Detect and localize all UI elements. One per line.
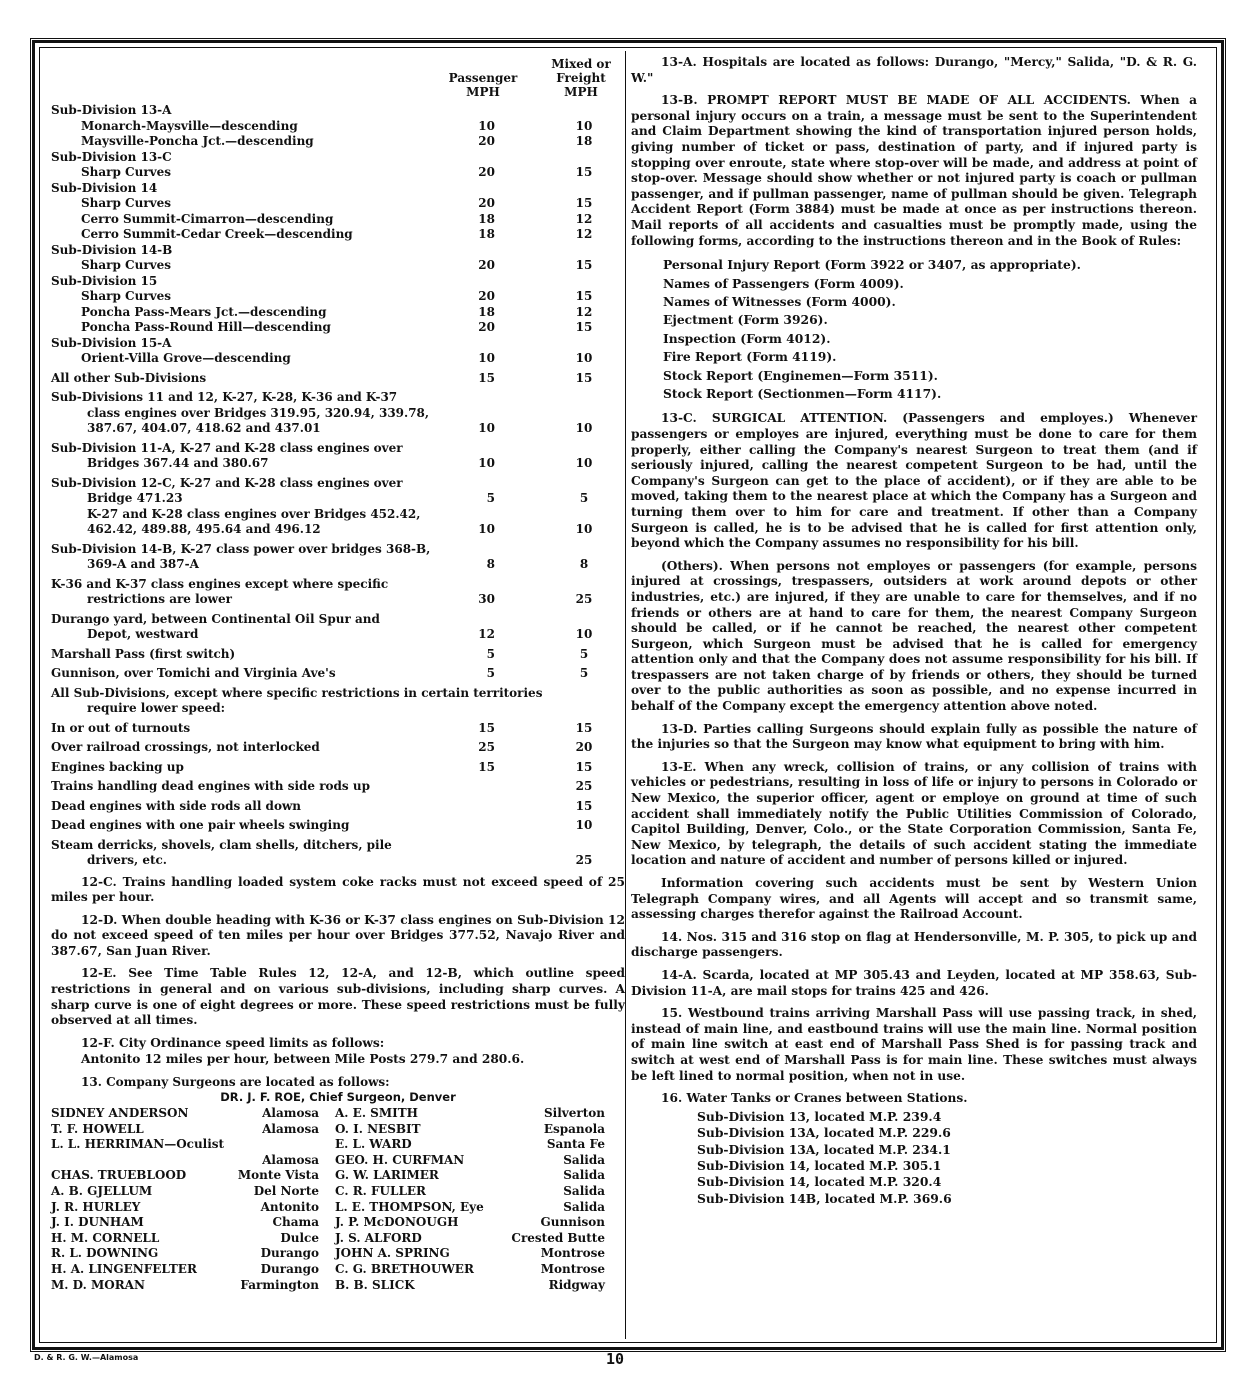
freight-mph: 8 bbox=[579, 557, 589, 571]
surgeon-row bbox=[51, 1215, 625, 1231]
paragraph bbox=[631, 722, 1197, 753]
freight-mph: 5 bbox=[579, 646, 589, 661]
speed-row-label: Dead engines with side rods all down bbox=[51, 798, 302, 813]
passenger-mph: 10 bbox=[478, 456, 495, 470]
speed-row bbox=[51, 542, 625, 558]
paragraph-text: Hospitals are located as follows: Durango, "Mercy," Salida, "D. & R. G. W." bbox=[631, 55, 1197, 85]
speed-row-label: class engines over Bridges 319.95, 320.94, 339.78, bbox=[87, 405, 430, 420]
paragraph-text: City Ordinance speed limits as follows: bbox=[118, 1035, 385, 1050]
form-item: Fire Report (Form 4119). bbox=[663, 349, 837, 365]
paragraph-number: 12-E. bbox=[81, 966, 129, 981]
freight-mph: 15 bbox=[575, 759, 593, 774]
surgeon-town: Dulce bbox=[280, 1230, 319, 1245]
speed-row bbox=[51, 181, 625, 197]
speed-row bbox=[51, 243, 625, 259]
paragraph bbox=[631, 411, 1197, 551]
surgeon-name: H. A. LINGENFELTER bbox=[51, 1261, 197, 1276]
freight-mph: 10 bbox=[575, 456, 593, 470]
paragraph-number: 13-D. bbox=[661, 721, 704, 736]
passenger-mph: 5 bbox=[486, 646, 495, 661]
right-paragraphs-2 bbox=[631, 411, 1197, 1084]
passenger-mph: 18 bbox=[478, 211, 495, 226]
surgeon-town: Farmington bbox=[240, 1277, 319, 1292]
freight-mph: 10 bbox=[575, 421, 593, 435]
paragraph-text: (Others). When persons not employes or passengers (for example, persons injured at crossings, trespassers, outsiders at work around depots or other industries, etc.) are injured, if they are unable to care for themselves, and if no friends or others are at hand to care for them, the nearest Company Surgeon should be called, or if he cannot be reached, the nearest other competent Surgeon, which Surgeon must be advised that he is called for emergency attention only and that the Company does not assume responsibility for his bill. If trespassers are not taken charge of by friends or others, they should be turned over to the public authorities as soon as possible, and no expense incurred in behalf of the Company except the emergency attention above noted. bbox=[631, 558, 1197, 714]
passenger-mph: 20 bbox=[478, 134, 495, 148]
speed-row-label: Sub-Division 15 bbox=[51, 273, 158, 288]
speed-row bbox=[51, 421, 625, 437]
paragraph bbox=[51, 875, 625, 906]
right-column bbox=[631, 55, 1197, 1207]
speed-row bbox=[51, 647, 625, 663]
water-item: Sub-Division 14B, located M.P. 369.6 bbox=[697, 1190, 952, 1206]
surgeon-name: J. P. McDONOUGH bbox=[335, 1215, 459, 1230]
surgeon-town: Durango bbox=[260, 1246, 319, 1261]
speed-row bbox=[51, 491, 625, 507]
surgeon-name: J. S. ALFORD bbox=[335, 1230, 422, 1245]
speed-row-label: Cerro Summit-Cedar Creek—descending bbox=[81, 227, 353, 241]
speed-row bbox=[51, 165, 625, 181]
speed-row-label: Trains handling dead engines with side rods up bbox=[51, 779, 370, 793]
paragraph-text: Information covering such accidents must be sent by Western Union Telegraph Company wires, and all Agents will accept and so transmit same, assessing charges therefor against the Railroad Account. bbox=[631, 876, 1197, 922]
paragraph bbox=[631, 1006, 1197, 1084]
paragraph bbox=[631, 876, 1197, 923]
freight-mph: 25 bbox=[575, 853, 593, 867]
speed-table bbox=[51, 103, 625, 869]
freight-mph: 5 bbox=[579, 491, 589, 505]
speed-row bbox=[51, 274, 625, 290]
paragraph bbox=[51, 1036, 625, 1052]
speed-row bbox=[51, 507, 625, 523]
footer-railroad: D. & R. G. W.—Alamosa bbox=[34, 1353, 139, 1362]
surgeon-town: Santa Fe bbox=[546, 1137, 605, 1152]
passenger-mph: 10 bbox=[478, 118, 495, 133]
form-item: Personal Injury Report (Form 3922 or 3407, as appropriate). bbox=[663, 257, 1081, 273]
freight-mph: 15 bbox=[575, 165, 593, 179]
speed-row-label: Sub-Division 14-B bbox=[51, 242, 173, 257]
passenger-mph: 25 bbox=[478, 740, 495, 754]
freight-mph: 25 bbox=[575, 592, 593, 606]
speed-row-label: Sub-Division 15-A bbox=[51, 335, 172, 350]
passenger-mph: 20 bbox=[478, 258, 495, 272]
antonito-line: Antonito 12 miles per hour, between Mile Posts 279.7 and 280.6. bbox=[81, 1052, 525, 1067]
freight-mph: 10 bbox=[575, 818, 593, 832]
water-item: Sub-Division 14, located M.P. 305.1 bbox=[697, 1157, 942, 1173]
speed-row-label: Sub-Division 11-A, K-27 and K-28 class engines over bbox=[51, 440, 403, 455]
speed-row-label: Over railroad crossings, not interlocked bbox=[51, 740, 320, 754]
surgeon-row bbox=[51, 1106, 625, 1122]
speed-row bbox=[51, 666, 625, 682]
speed-row-label: Engines backing up bbox=[51, 759, 184, 774]
paragraph-number: 14. bbox=[661, 929, 687, 944]
surgeon-row bbox=[51, 1122, 625, 1138]
speed-row-label: Bridge 471.23 bbox=[87, 491, 183, 505]
paragraph bbox=[51, 966, 625, 1028]
freight-mph: 12 bbox=[575, 304, 593, 319]
surgeon-name: G. W. LARIMER bbox=[335, 1168, 439, 1183]
speed-row-label: All other Sub-Divisions bbox=[51, 370, 207, 385]
freight-mph: 15 bbox=[575, 320, 593, 334]
speed-row bbox=[51, 456, 625, 472]
water-item: Sub-Division 14, located M.P. 320.4 bbox=[697, 1174, 942, 1190]
paragraph-text: Scarda, located at MP 305.43 and Leyden, located at MP 358.63, Sub-Division 11-A, are mail stops for trains 425 and 426. bbox=[631, 967, 1197, 998]
paragraph bbox=[51, 913, 625, 960]
surgeon-name: M. D. MORAN bbox=[51, 1277, 145, 1292]
left-column bbox=[51, 55, 625, 1293]
surgeon-town: Salida bbox=[563, 1184, 605, 1198]
surgeon-town: Monte Vista bbox=[237, 1168, 319, 1183]
speed-row bbox=[51, 721, 625, 737]
left-paragraphs bbox=[51, 875, 625, 1052]
speed-row-label: Sharp Curves bbox=[81, 258, 172, 272]
freight-mph: 10 bbox=[575, 522, 593, 536]
paragraph-number: 14-A. bbox=[661, 967, 703, 982]
paragraph-text: When double heading with K-36 or K-37 class engines on Sub-Division 12 do not exceed speed of ten miles per hour over Bridges 377.52, Navajo River and 387.67, San Juan River. bbox=[51, 912, 625, 958]
passenger-mph: 30 bbox=[478, 592, 495, 606]
speed-row bbox=[51, 740, 625, 756]
passenger-mph: 20 bbox=[478, 196, 495, 210]
surgeon-name: JOHN A. SPRING bbox=[335, 1246, 450, 1261]
speed-row-label: Dead engines with one pair wheels swinging bbox=[51, 818, 350, 832]
paragraph-text: See Time Table Rules 12, 12-A, and 12-B, which outline speed restrictions in general and on various sub-divisions, including sharp curves. A sharp curve is one of eight degrees or more. These speed restrictions must be fully observed at all times. bbox=[51, 966, 625, 1028]
surgeon-row bbox=[51, 1278, 625, 1294]
surgeon-name: C. G. BRETHOUWER bbox=[335, 1261, 474, 1276]
surgeon-name: T. F. HOWELL bbox=[51, 1121, 144, 1136]
speed-row bbox=[51, 818, 625, 834]
water-num: 16. bbox=[661, 1091, 683, 1106]
speed-row bbox=[51, 134, 625, 150]
surgeon-town: Alamosa bbox=[262, 1106, 319, 1121]
speed-row-label: Sub-Division 14-B, K-27 class power over bridges 368-B, bbox=[51, 541, 431, 556]
speed-row bbox=[51, 701, 625, 717]
freight-mph: 15 bbox=[575, 258, 593, 272]
form-item: Ejectment (Form 3926). bbox=[663, 312, 828, 328]
surgeon-town: Salida bbox=[563, 1152, 605, 1167]
paragraph bbox=[631, 968, 1197, 999]
paragraph-number: 12-D. bbox=[81, 912, 122, 927]
passenger-mph: 18 bbox=[478, 227, 495, 241]
speed-row bbox=[51, 196, 625, 212]
speed-row bbox=[51, 227, 625, 243]
paragraph-text: Trains handling loaded system coke racks must not exceed speed of 25 miles per hour. bbox=[51, 874, 625, 905]
paragraph bbox=[631, 559, 1197, 715]
surgeon-town: Del Norte bbox=[253, 1184, 319, 1198]
passenger-mph: 10 bbox=[478, 522, 495, 536]
surgeon-name: R. L. DOWNING bbox=[51, 1246, 159, 1261]
passenger-mph: 10 bbox=[478, 351, 495, 365]
speed-row bbox=[51, 406, 625, 422]
surgeon-town: Salida bbox=[563, 1199, 605, 1214]
speed-row bbox=[51, 577, 625, 593]
water-title: Water Tanks or Cranes between Stations. bbox=[686, 1091, 968, 1106]
speed-row-label: In or out of turnouts bbox=[51, 720, 191, 735]
form-item: Names of Witnesses (Form 4000). bbox=[663, 293, 896, 309]
speed-row-label: 462.42, 489.88, 495.64 and 496.12 bbox=[87, 522, 321, 536]
passenger-mph: 15 bbox=[478, 759, 495, 774]
speed-row-label: Sub-Division 12-C, K-27 and K-28 class engines over bbox=[51, 475, 403, 490]
surgeon-town: Silverton bbox=[544, 1106, 605, 1121]
surgeons-title bbox=[51, 1075, 625, 1090]
forms-list bbox=[631, 256, 1197, 403]
speed-row bbox=[51, 103, 625, 119]
freight-mph: 15 bbox=[575, 370, 593, 385]
paragraph-text: SURGICAL ATTENTION. (Passengers and employes.) Whenever passengers or employes are injured, everything must be done to care for them properly, either calling the Company's nearest Surgeon to treat them (and if seriously injured, calling the nearest competent Surgeon to be had, until the Company's Surgeon can get to the place of accident), or if they are able to be moved, taking them to the nearest place at which the Company has a Surgeon and turning them over to him for care and treatment. If other than a Company Surgeon is called, he is to be advised that he is called for first attention only, beyond which the Company assumes no responsibility for his bill. bbox=[631, 411, 1197, 551]
speed-row bbox=[51, 289, 625, 305]
surgeon-town: Ridgway bbox=[548, 1277, 605, 1292]
surgeon-town: Alamosa bbox=[262, 1121, 319, 1136]
passenger-mph: 15 bbox=[478, 370, 495, 385]
col-mixed-freight: Mixed or Freight MPH bbox=[551, 57, 611, 99]
speed-row bbox=[51, 390, 625, 406]
col-passenger: Passenger MPH bbox=[448, 71, 518, 99]
speed-row-label: Cerro Summit-Cimarron—descending bbox=[81, 211, 334, 226]
paragraph-number: 13-C. bbox=[661, 411, 712, 426]
speed-row bbox=[51, 476, 625, 492]
surgeon-row bbox=[51, 1137, 625, 1153]
speed-row-label: Durango yard, between Continental Oil Spur and bbox=[51, 611, 380, 626]
surgeon-town: Durango bbox=[260, 1261, 319, 1276]
speed-row-label: Poncha Pass-Mears Jct.—descending bbox=[81, 304, 327, 319]
form-item: Stock Report (Enginemen—Form 3511). bbox=[663, 367, 938, 383]
surgeon-name: C. R. FULLER bbox=[335, 1184, 427, 1198]
speed-row-label: Sub-Divisions 11 and 12, K-27, K-28, K-36 and K-37 bbox=[51, 390, 398, 404]
page-border bbox=[30, 38, 1226, 1352]
speed-row-label: K-36 and K-37 class engines except where specific bbox=[51, 576, 389, 591]
freight-mph: 25 bbox=[575, 779, 593, 793]
surgeon-name: H. M. CORNELL bbox=[51, 1230, 160, 1245]
speed-row bbox=[51, 612, 625, 628]
surgeon-name: J. R. HURLEY bbox=[51, 1199, 141, 1214]
speed-table-header bbox=[51, 55, 625, 103]
surgeons-num: 13. bbox=[81, 1075, 102, 1090]
paragraph-text: When any wreck, collision of trains, or any collision of trains with vehicles or pedestrians, resulting in loss of life or injury to persons in Colorado or New Mexico, the superior officer, agent or employe on ground at time of such accident shall immediately notify the Public Utilities Commission of Colorado, Capitol Building, Denver, Colo., or the State Corporation Commission, Santa Fe, New Mexico, by telegraph, the details of such accident stating the immediate location and nature of accident and number of persons killed or injured. bbox=[631, 759, 1197, 868]
speed-row bbox=[51, 150, 625, 166]
surgeon-town: Espanola bbox=[543, 1121, 605, 1136]
surgeon-name: A. E. SMITH bbox=[335, 1106, 418, 1121]
passenger-mph: 20 bbox=[478, 320, 495, 334]
speed-row-label: Gunnison, over Tomichi and Virginia Ave's bbox=[51, 666, 336, 680]
speed-row-label: restrictions are lower bbox=[87, 592, 232, 606]
form-item: Names of Passengers (Form 4009). bbox=[663, 275, 904, 291]
surgeon-town: Chama bbox=[272, 1215, 319, 1230]
surgeon-name: SIDNEY ANDERSON bbox=[51, 1106, 189, 1121]
surgeon-town: Montrose bbox=[540, 1261, 605, 1276]
speed-row-label: Sub-Division 13-A bbox=[51, 103, 172, 117]
freight-mph: 12 bbox=[575, 211, 593, 226]
passenger-mph: 5 bbox=[486, 491, 495, 505]
passenger-mph: 12 bbox=[478, 627, 495, 641]
speed-row bbox=[51, 779, 625, 795]
speed-row bbox=[51, 336, 625, 352]
surgeon-list bbox=[51, 1106, 625, 1293]
surgeon-town: Gunnison bbox=[540, 1215, 605, 1230]
surgeon-name: CHAS. TRUEBLOOD bbox=[51, 1168, 187, 1183]
passenger-mph: 5 bbox=[486, 666, 495, 680]
surgeon-name: E. L. WARD bbox=[335, 1137, 412, 1152]
form-item: Inspection (Form 4012). bbox=[663, 330, 831, 346]
speed-row-label: Depot, westward bbox=[87, 627, 199, 641]
form-item: Stock Report (Sectionmen—Form 4117). bbox=[663, 385, 942, 401]
speed-row-label: K-27 and K-28 class engines over Bridges 452.42, bbox=[87, 506, 421, 521]
surgeon-row bbox=[51, 1231, 625, 1247]
speed-row bbox=[51, 686, 625, 702]
passenger-mph: 18 bbox=[478, 304, 495, 319]
speed-row-label: 387.67, 404.07, 418.62 and 437.01 bbox=[87, 421, 321, 435]
passenger-mph: 15 bbox=[478, 720, 495, 735]
speed-row bbox=[51, 592, 625, 608]
column-divider bbox=[625, 51, 626, 1339]
speed-row bbox=[51, 441, 625, 457]
speed-row bbox=[51, 799, 625, 815]
page-number: 10 bbox=[606, 1350, 625, 1368]
speed-row bbox=[51, 371, 625, 387]
speed-row-label: Bridges 367.44 and 380.67 bbox=[87, 456, 269, 470]
freight-mph: 10 bbox=[575, 118, 593, 133]
freight-mph: 15 bbox=[575, 798, 593, 813]
water-item: Sub-Division 13A, located M.P. 229.6 bbox=[697, 1125, 951, 1141]
speed-row bbox=[51, 119, 625, 135]
paragraph bbox=[631, 93, 1197, 249]
speed-row-label: Poncha Pass-Round Hill—descending bbox=[81, 320, 331, 334]
speed-row-label: require lower speed: bbox=[87, 701, 226, 715]
speed-row-label: All Sub-Divisions, except where specific restrictions in certain territories bbox=[51, 685, 543, 700]
speed-row bbox=[51, 320, 625, 336]
passenger-mph: 8 bbox=[486, 557, 495, 571]
speed-row bbox=[51, 627, 625, 643]
speed-row-label: Sub-Division 14 bbox=[51, 180, 158, 195]
surgeon-town: Antonito bbox=[260, 1199, 319, 1214]
surgeon-town: Salida bbox=[563, 1168, 605, 1183]
speed-row bbox=[51, 305, 625, 321]
passenger-mph: 20 bbox=[478, 165, 495, 179]
speed-row-label: Steam derricks, shovels, clam shells, ditchers, pile bbox=[51, 837, 392, 852]
paragraph-text: Westbound trains arriving Marshall Pass will use passing track, in shed, instead of main line, and eastbound trains will use the main line. Normal position of main line switch at east end of Marshall Pass Shed is for passing track and switch at west end of Marshall Pass is for main line. These switches must always be left lined to normal position, when not in use. bbox=[631, 1006, 1198, 1083]
surgeon-row bbox=[51, 1168, 625, 1184]
surgeon-row bbox=[51, 1246, 625, 1262]
surgeon-town: Montrose bbox=[540, 1246, 605, 1261]
speed-row bbox=[51, 351, 625, 367]
surgeon-name: O. I. NESBIT bbox=[335, 1121, 421, 1136]
passenger-mph: 20 bbox=[478, 289, 495, 303]
surgeon-name: L. E. THOMPSON, Eye bbox=[335, 1199, 484, 1214]
speed-row bbox=[51, 853, 625, 869]
speed-row-label: drivers, etc. bbox=[87, 853, 167, 867]
speed-row bbox=[51, 522, 625, 538]
surgeon-name: A. B. GJELLUM bbox=[51, 1184, 153, 1198]
surgeon-row bbox=[51, 1200, 625, 1216]
surgeon-town: Crested Butte bbox=[511, 1230, 605, 1245]
surgeon-name: L. L. HERRIMAN—Oculist bbox=[51, 1137, 225, 1152]
freight-mph: 15 bbox=[575, 289, 593, 303]
water-item: Sub-Division 13, located M.P. 239.4 bbox=[697, 1108, 942, 1124]
paragraph-number: 13-E. bbox=[661, 759, 705, 774]
speed-row-label: Monarch-Maysville—descending bbox=[81, 118, 298, 133]
speed-row-label: Orient-Villa Grove—descending bbox=[81, 351, 291, 365]
paragraph-number: 12-F. bbox=[81, 1035, 119, 1050]
freight-mph: 10 bbox=[575, 627, 593, 641]
water-heading bbox=[631, 1091, 1197, 1107]
speed-row-label: Sub-Division 13-C bbox=[51, 149, 172, 164]
speed-row-label: 369-A and 387-A bbox=[87, 557, 199, 571]
freight-mph: 18 bbox=[575, 134, 593, 148]
surgeons-heading: Company Surgeons are located as follows: bbox=[106, 1075, 390, 1090]
freight-mph: 20 bbox=[575, 740, 593, 754]
water-item: Sub-Division 13A, located M.P. 234.1 bbox=[697, 1141, 951, 1157]
freight-mph: 15 bbox=[575, 720, 593, 735]
speed-row-label: Sharp Curves bbox=[81, 196, 172, 210]
freight-mph: 12 bbox=[575, 227, 593, 241]
freight-mph: 10 bbox=[575, 351, 593, 365]
surgeon-row bbox=[51, 1153, 625, 1169]
paragraph-text: Nos. 315 and 316 stop on flag at Hendersonville, M. P. 305, to pick up and discharge passengers. bbox=[631, 929, 1197, 960]
surgeon-name: GEO. H. CURFMAN bbox=[335, 1152, 465, 1167]
surgeon-town: Alamosa bbox=[262, 1152, 319, 1167]
speed-row-label: Sharp Curves bbox=[81, 289, 172, 303]
paragraph-text: Parties calling Surgeons should explain fully as possible the nature of the injuries so that the Surgeon may know what equipment to bring with him. bbox=[631, 721, 1197, 752]
water-list bbox=[631, 1109, 1197, 1207]
speed-row bbox=[51, 760, 625, 776]
right-paragraphs bbox=[631, 55, 1197, 249]
paragraph-number: 12-C. bbox=[81, 874, 123, 889]
passenger-mph: 10 bbox=[478, 421, 495, 435]
surgeon-name: J. I. DUNHAM bbox=[51, 1215, 144, 1230]
speed-row-label: Maysville-Poncha Jct.—descending bbox=[81, 134, 314, 148]
surgeon-row bbox=[51, 1262, 625, 1278]
paragraph-number: 13-A. bbox=[661, 55, 703, 69]
paragraph bbox=[631, 930, 1197, 961]
speed-row bbox=[51, 258, 625, 274]
paragraph-number: 15. bbox=[661, 1006, 688, 1021]
paragraph-number: 13-B. bbox=[661, 93, 708, 108]
paragraph bbox=[631, 55, 1197, 86]
speed-row bbox=[51, 212, 625, 228]
speed-row-label: Marshall Pass (first switch) bbox=[51, 646, 236, 661]
speed-row bbox=[51, 838, 625, 854]
freight-mph: 15 bbox=[575, 196, 593, 210]
speed-row-label: Sharp Curves bbox=[81, 165, 172, 179]
surgeon-row bbox=[51, 1184, 625, 1200]
paragraph bbox=[631, 760, 1197, 869]
speed-row bbox=[51, 557, 625, 573]
paragraph-text: PROMPT REPORT MUST BE MADE OF ALL ACCIDENTS. When a personal injury occurs on a train, a message must be sent to the Superintendent and Claim Department showing the kind of transportation injured person holds, giving number of ticket or pass, destination of party, and if injured party is stopping over enroute, state where stop-over will be made, and address at point of stop-over. Message should show whether or not injured party is coach or pullman passenger, and if pullman passenger, name of pullman should be given. Telegraph Accident Report (Form 3884) must be made at once as per instructions thereon. Mail reports of all accidents and casualties must be promptly made, using the following forms, according to the instructions thereon and in the Book of Rules: bbox=[631, 93, 1198, 248]
freight-mph: 5 bbox=[579, 666, 589, 680]
surgeon-name: B. B. SLICK bbox=[335, 1277, 415, 1292]
chief-surgeon: DR. J. F. ROE, Chief Surgeon, Denver bbox=[220, 1090, 456, 1105]
